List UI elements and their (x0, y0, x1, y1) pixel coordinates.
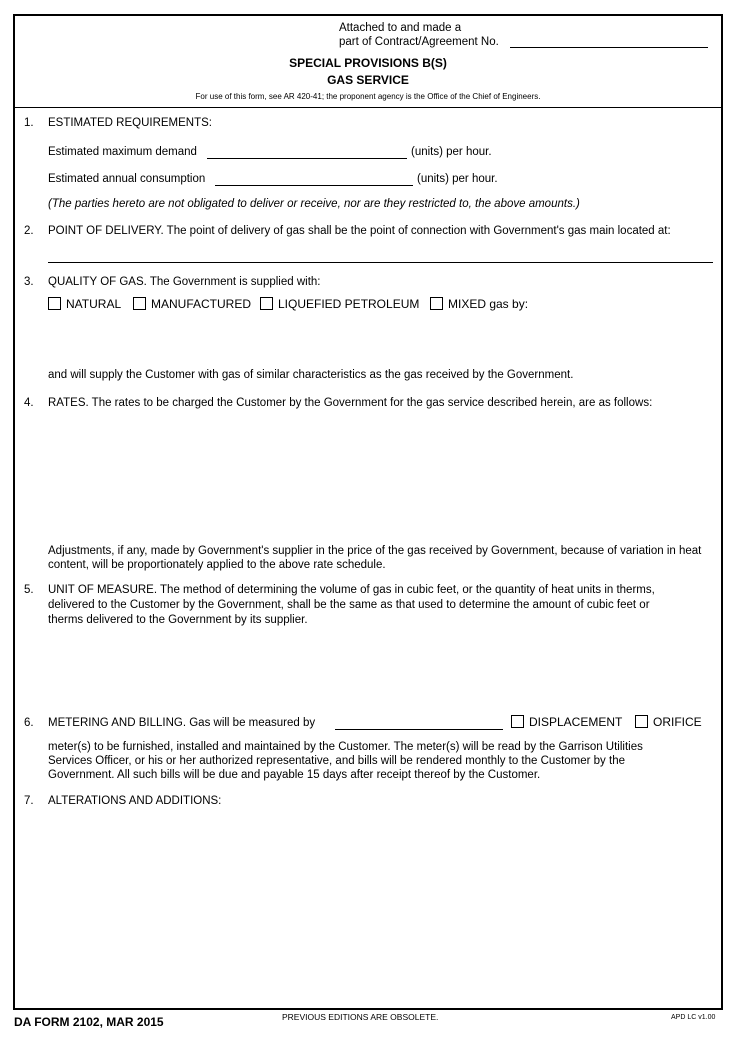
version-label: APD LC v1.00 (671, 1014, 716, 1021)
delivery-location-field[interactable] (48, 262, 713, 263)
annual-consumption-label: Estimated annual consumption (48, 173, 206, 185)
section5-number: 5. (24, 584, 34, 596)
use-note: For use of this form, see AR 420-41; the proponent agency is the Office of the Chief of Engineers. (195, 92, 541, 101)
liquefied-petroleum-checkbox[interactable] (260, 297, 273, 310)
orifice-option[interactable] (635, 715, 702, 729)
section4-text: RATES. The rates to be charged the Customer by the Government for the gas service described herein, are as follows: (48, 397, 653, 409)
section4-number: 4. (24, 397, 34, 409)
displacement-checkbox[interactable] (511, 715, 524, 728)
orifice-checkbox[interactable] (635, 715, 648, 728)
form-frame (13, 14, 723, 1010)
max-demand-field[interactable] (207, 158, 407, 159)
section3-closing: and will supply the Customer with gas of similar characteristics as the gas received by the Government. (48, 369, 574, 381)
section1-number: 1. (24, 117, 34, 129)
section5-line2: delivered to the Customer by the Government, shall be the same as that used to determine the amount of cubic feet or (48, 599, 650, 611)
contract-number-field[interactable] (510, 47, 708, 48)
section6-number: 6. (24, 717, 34, 729)
editions-note: PREVIOUS EDITIONS ARE OBSOLETE. (282, 1012, 439, 1022)
section1-title: ESTIMATED REQUIREMENTS: (48, 117, 212, 129)
section2-number: 2. (24, 225, 34, 237)
mixed-checkbox[interactable] (430, 297, 443, 310)
section3-title: QUALITY OF GAS. The Government is supplied with: (48, 276, 321, 288)
displacement-label: DISPLACEMENT (529, 715, 623, 729)
max-demand-label: Estimated maximum demand (48, 146, 197, 158)
annual-consumption-field[interactable] (215, 185, 413, 186)
section3-number: 3. (24, 276, 34, 288)
mixed-option[interactable] (430, 297, 528, 311)
manufactured-option[interactable] (133, 297, 251, 311)
section7-number: 7. (24, 795, 34, 807)
section6-label: METERING AND BILLING. Gas will be measured by (48, 717, 316, 729)
form-title: SPECIAL PROVISIONS B(S) (289, 56, 447, 70)
liquefied-petroleum-option[interactable] (260, 297, 419, 311)
section5-line1: UNIT OF MEASURE. The method of determining the volume of gas in cubic feet, or the quantity of heat units in therms, (48, 584, 655, 596)
annual-consumption-units: (units) per hour. (417, 173, 498, 185)
form-subtitle: GAS SERVICE (327, 73, 409, 87)
attached-line2: part of Contract/Agreement No. (339, 36, 499, 48)
liquefied-petroleum-label: LIQUEFIED PETROLEUM (278, 297, 420, 311)
natural-label: NATURAL (66, 297, 122, 311)
attached-line1: Attached to and made a (339, 22, 462, 34)
manufactured-checkbox[interactable] (133, 297, 146, 310)
displacement-option[interactable] (511, 715, 622, 729)
section2-text: POINT OF DELIVERY. The point of delivery of gas shall be the point of connection with Government's gas main located at: (48, 225, 671, 237)
manufactured-label: MANUFACTURED (151, 297, 252, 311)
section5-line3: therms delivered to the Government by its supplier. (48, 614, 308, 626)
mixed-label: MIXED gas by: (448, 297, 529, 311)
section7-title: ALTERATIONS AND ADDITIONS: (48, 795, 222, 807)
form-header (15, 16, 721, 108)
orifice-label: ORIFICE (653, 715, 702, 729)
measured-by-field[interactable] (335, 729, 503, 730)
natural-checkbox[interactable] (48, 297, 61, 310)
requirements-note: (The parties hereto are not obligated to deliver or receive, nor are they restricted to, the above amounts.) (48, 198, 580, 210)
section6-line3: Government. All such bills will be due and payable 15 days after receipt thereof by the Customer. (48, 769, 541, 781)
alterations-field[interactable] (48, 816, 713, 996)
rates-adjustments: Adjustments, if any, made by Government's supplier in the price of the gas received by Government, because of variation in heat content, will be proportionately applied to the above rate schedule. (48, 545, 702, 571)
section6-line1: meter(s) to be furnished, installed and maintained by the Customer. The meter(s) will be read by the Garrison Utilities (48, 741, 643, 753)
max-demand-units: (units) per hour. (411, 146, 492, 158)
section6-line2: Services Officer, or his or her authorized representative, and bills will be rendered monthly to the Customer by the (48, 755, 625, 767)
form-id: DA FORM 2102, MAR 2015 (14, 1015, 164, 1029)
natural-option[interactable] (48, 297, 121, 311)
